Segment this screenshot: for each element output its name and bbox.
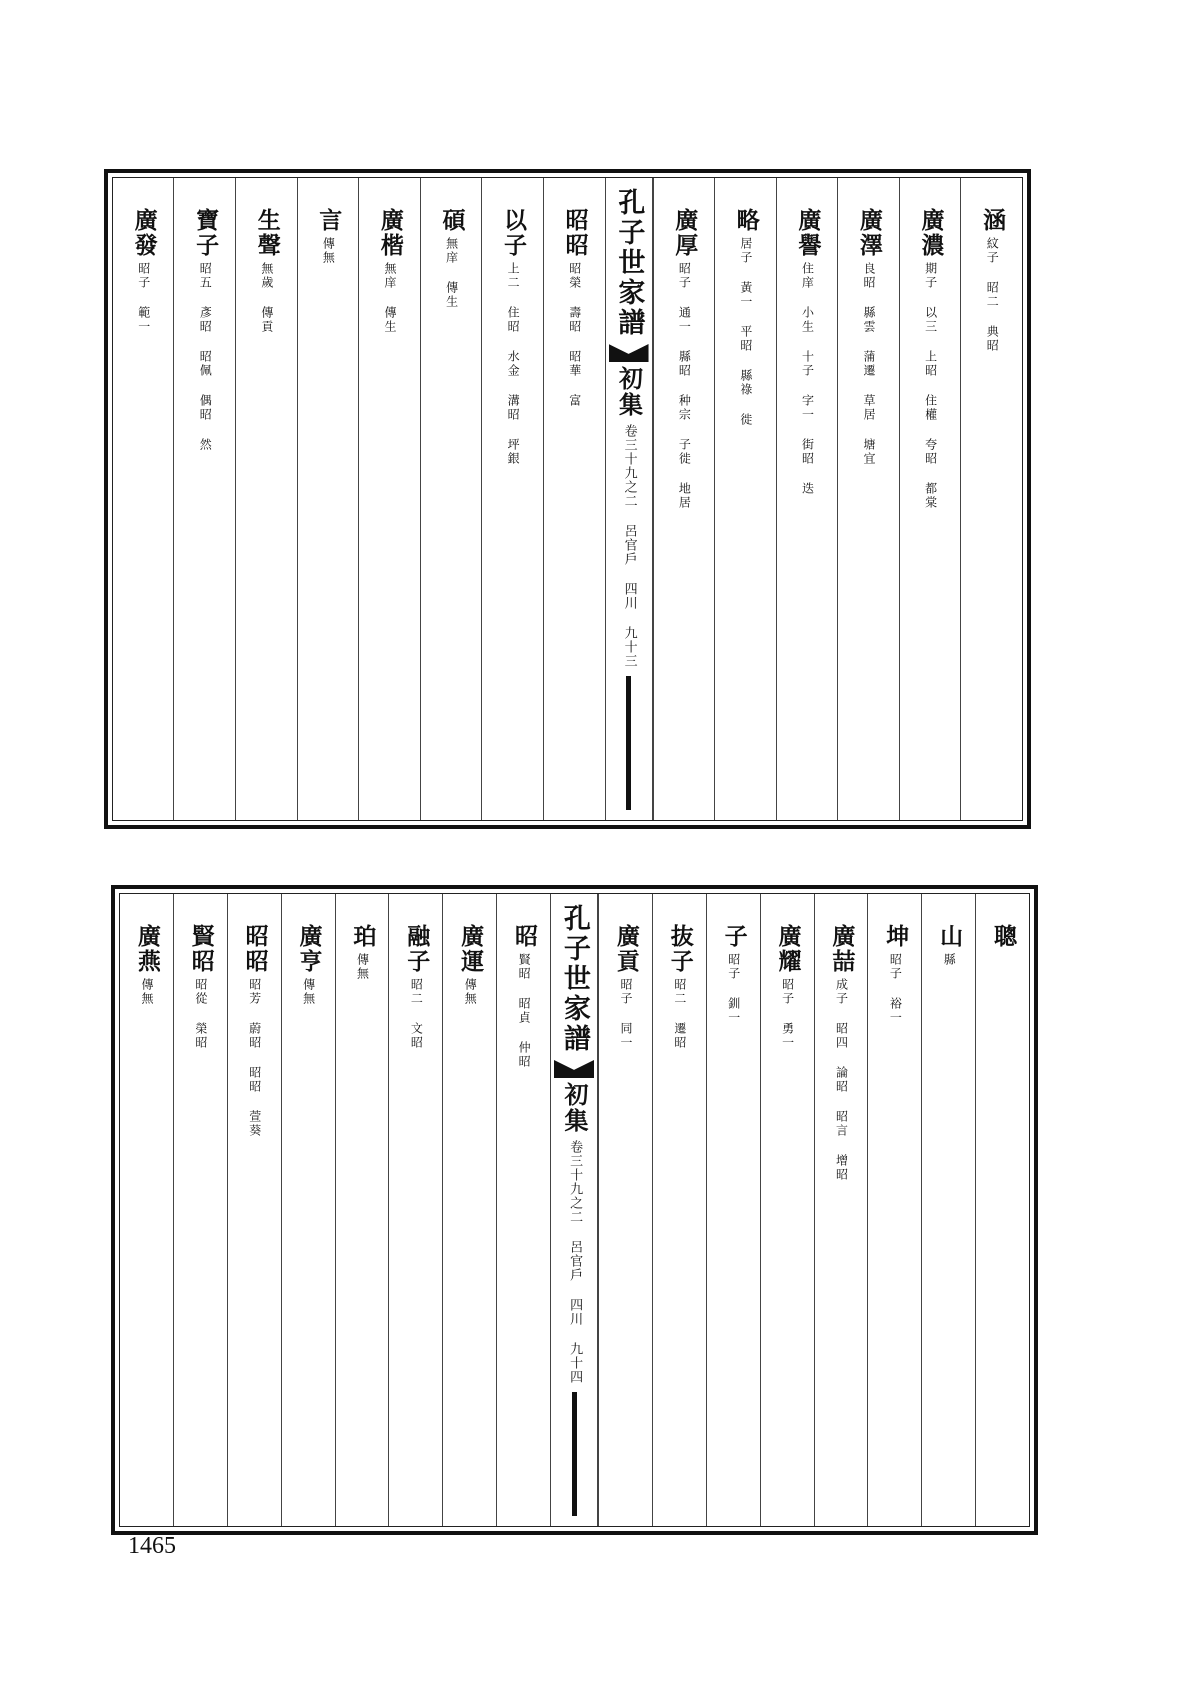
column-note: 昭二 遷昭	[672, 978, 687, 1050]
column-note: 傳無	[463, 978, 478, 1006]
text-column	[975, 894, 1029, 1526]
text-column	[543, 178, 605, 820]
center-bar	[572, 1392, 577, 1516]
column-note: 昭五 彥昭 昭佩 偶昭 然	[198, 262, 213, 452]
text-column	[281, 894, 335, 1526]
book-volume: 初集	[614, 366, 644, 418]
column-main-text: 廣澤	[855, 208, 883, 258]
column-main-text: 廣喆	[828, 924, 856, 974]
text-column	[837, 178, 899, 820]
panel-columns	[119, 893, 1030, 1527]
column-main-text: 廣貢	[612, 924, 640, 974]
column-main-text: 廣發	[130, 208, 158, 258]
column-note: 上二 住昭 水金 溝昭 坪銀	[506, 262, 521, 466]
column-main-text: 生聲	[253, 208, 281, 258]
chapter-info: 卷三十九之二 呂官戶 四川 九十四	[567, 1140, 583, 1384]
text-column	[921, 894, 975, 1526]
text-column	[235, 178, 297, 820]
column-main-text: 昭昭	[241, 924, 269, 974]
column-note: 昭二 文昭	[409, 978, 424, 1050]
center-bar	[626, 676, 631, 810]
center-header-column	[550, 894, 598, 1526]
column-main-text: 碩	[438, 208, 466, 233]
column-note: 傳無	[321, 237, 336, 265]
column-note: 昭子 裕一	[888, 953, 903, 1025]
column-note: 紋子 昭二 典昭	[985, 237, 1000, 353]
text-column	[598, 894, 652, 1526]
column-main-text: 昭	[510, 924, 538, 949]
column-main-text: 以子	[500, 208, 528, 258]
column-main-text: 涵	[979, 208, 1007, 233]
book-volume: 初集	[560, 1082, 589, 1134]
column-main-text: 坤	[882, 924, 910, 949]
text-column	[899, 178, 961, 820]
column-note: 昭芳 蔚昭 昭昭 萱葵	[247, 978, 262, 1138]
column-note: 傳無	[301, 978, 316, 1006]
column-main-text: 廣亨	[295, 924, 323, 974]
text-column	[442, 894, 496, 1526]
column-main-text: 略	[732, 208, 760, 233]
column-main-text: 廣楷	[376, 208, 404, 258]
column-main-text: 廣濃	[917, 208, 945, 258]
text-column	[113, 178, 174, 820]
column-note: 居子 黃一 平昭 縣祿 徙	[738, 237, 753, 427]
column-note: 良昭 縣雲 蒲遷 草居 塘宜	[862, 262, 877, 466]
column-note: 昭子 勇一	[780, 978, 795, 1050]
genealogy-panel-bottom	[111, 885, 1038, 1535]
text-column	[173, 894, 227, 1526]
column-main-text: 昭昭	[561, 208, 589, 258]
text-column	[814, 894, 868, 1526]
column-main-text: 賢昭	[187, 924, 215, 974]
text-column	[227, 894, 281, 1526]
column-note: 昭榮 壽昭 昭華 富	[567, 262, 582, 408]
column-note: 無庠 傳生	[383, 262, 397, 334]
text-column	[714, 178, 776, 820]
fishtail-mark	[609, 344, 649, 362]
column-note: 縣	[942, 953, 957, 967]
text-column	[652, 894, 706, 1526]
text-column	[653, 178, 715, 820]
text-column	[481, 178, 543, 820]
chapter-info: 卷三十九之二 呂官戶 四川 九十三	[621, 424, 637, 668]
text-column	[760, 894, 814, 1526]
column-note: 住庠 小生 十子 字一 街昭 迭	[800, 262, 815, 496]
text-column	[776, 178, 838, 820]
page-number: 1465	[128, 1533, 176, 1559]
column-note: 成子 昭四 論昭 昭言 增昭	[834, 978, 849, 1182]
column-main-text: 抜子	[666, 924, 694, 974]
column-note: 賢昭 昭貞 仲昭	[517, 953, 532, 1069]
book-title: 孔子世家譜	[613, 188, 645, 338]
text-column	[960, 178, 1022, 820]
column-main-text: 廣耀	[774, 924, 802, 974]
column-main-text: 廣運	[457, 924, 485, 974]
text-column	[388, 894, 442, 1526]
column-main-text: 融子	[403, 924, 431, 974]
column-main-text: 聰	[989, 924, 1017, 949]
center-header-column	[605, 178, 653, 820]
column-note: 期子 以三 上昭 住權 夸昭 都棠	[923, 262, 938, 510]
column-note: 無歲 傳貢	[259, 262, 274, 334]
column-main-text: 言	[315, 208, 343, 233]
text-column	[867, 894, 921, 1526]
text-column	[335, 894, 389, 1526]
column-note: 傳無	[355, 953, 370, 981]
panel-columns	[112, 177, 1023, 821]
fishtail-mark	[554, 1060, 594, 1078]
text-column	[173, 178, 235, 820]
column-main-text: 珀	[349, 924, 377, 949]
column-main-text: 廣譽	[794, 208, 822, 258]
column-main-text: 山	[936, 924, 964, 949]
column-main-text: 廣燕	[133, 924, 161, 974]
column-main-text: 子	[720, 924, 748, 949]
column-main-text: 寶子	[192, 208, 220, 258]
book-title: 孔子世家譜	[558, 904, 590, 1054]
column-note: 無庠 傳生	[444, 237, 459, 309]
column-note: 昭子 釧一	[726, 953, 741, 1025]
text-column	[358, 178, 420, 820]
text-column	[297, 178, 359, 820]
column-note: 傳無	[139, 978, 154, 1006]
column-note: 昭子 範一	[136, 262, 151, 334]
column-note: 昭子 通一 縣昭 种宗 子徙 地居	[677, 262, 692, 510]
column-note: 昭從 榮昭	[193, 978, 208, 1050]
column-main-text: 廣厚	[671, 208, 699, 258]
text-column	[706, 894, 760, 1526]
text-column	[420, 178, 482, 820]
text-column	[496, 894, 550, 1526]
column-note: 昭子 同一	[618, 978, 633, 1050]
genealogy-panel-top	[104, 169, 1031, 829]
text-column	[120, 894, 173, 1526]
